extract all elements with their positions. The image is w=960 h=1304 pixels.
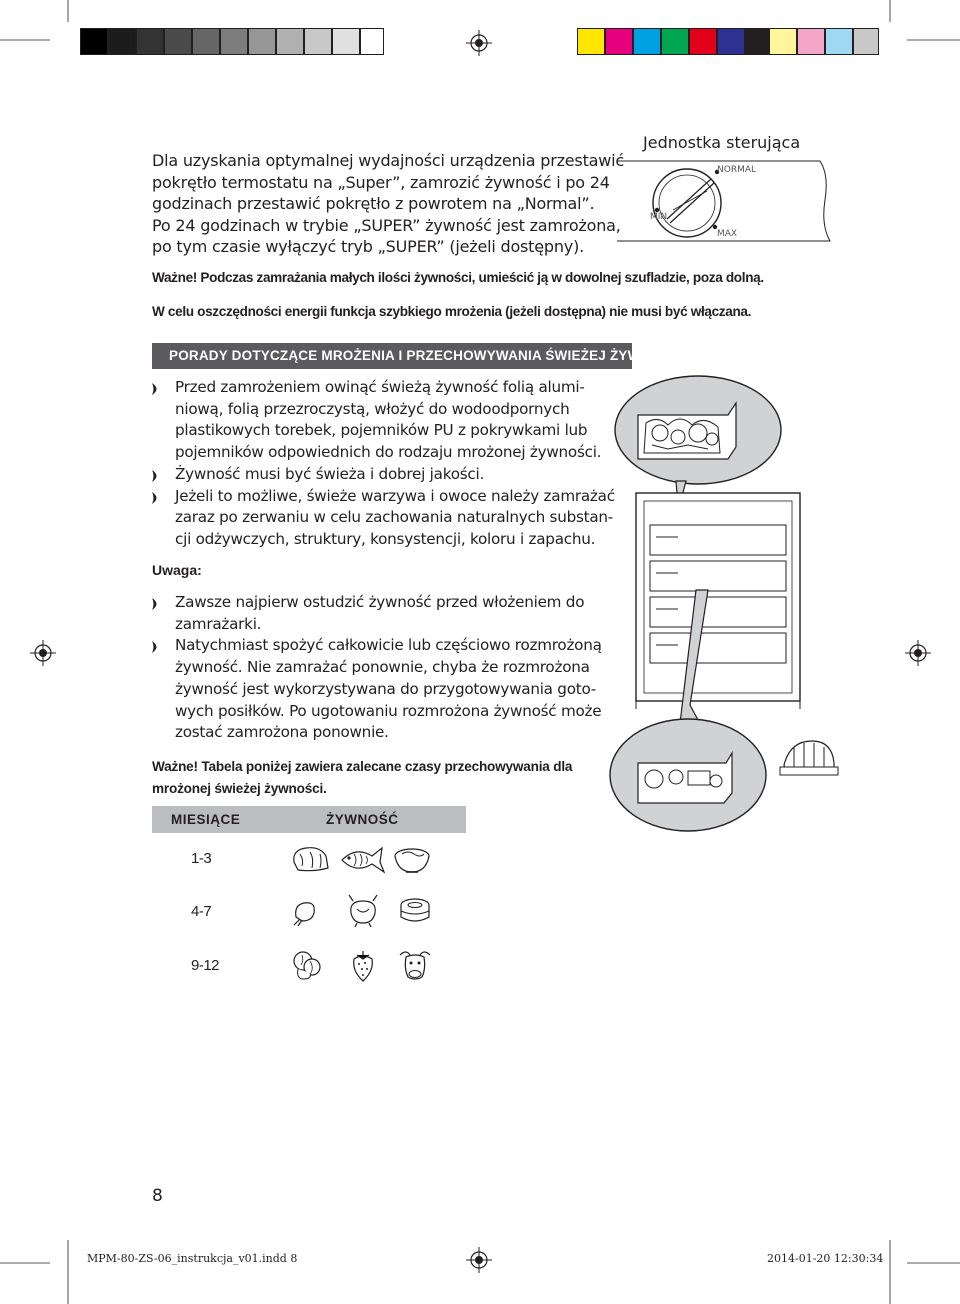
tips-list: [152, 377, 615, 551]
bullet-arrow-icon: [152, 470, 161, 482]
column-header-months: MIESIĄCE: [171, 812, 241, 827]
control-panel-title: Jednostka sterująca: [643, 133, 801, 152]
table-row-months: 9-12: [191, 957, 220, 974]
table-row-months: 1-3: [191, 850, 212, 867]
footer-timestamp: 2014-01-20 12:30:34: [767, 1252, 884, 1265]
important-note-1: Ważne! Podczas zamrażania małych ilości żywności, umieścić ją w dowolnej szufladzie, poza dolną.: [152, 270, 764, 285]
bullet-arrow-icon: [152, 641, 161, 653]
footer-filename: MPM-80-ZS-06_instrukcja_v01.indd 8: [87, 1252, 298, 1265]
important-note-3: Ważne! Tabela poniżej zawiera zalecane czasy przechowywania dla mrożonej świeżej żywności.: [152, 759, 573, 796]
freezer-illustration: [608, 375, 858, 845]
bullet-arrow-icon: [152, 598, 161, 610]
list-item: Natychmiast spożyć całkowicie lub częściowo rozmrożoną żywność. Nie zamrażać ponownie, chyba że rozmrożona żywność jest wykorzystywana do przygotowywania goto- wych posiłków. Po ugotowaniu rozmrożona żywność może zostać zamrożona ponownie.: [152, 635, 597, 744]
cow-icon: [396, 947, 434, 983]
list-item: Żywność musi być świeża i dobrej jakości.: [152, 464, 597, 486]
bullet-arrow-icon: [152, 492, 161, 504]
loaf-icon: [780, 741, 838, 775]
section-title-bar: [152, 343, 685, 369]
bread-icon: [290, 842, 332, 876]
strawberry-icon: [350, 949, 376, 983]
table-row-months: 4-7: [191, 903, 212, 920]
vegetables-icon: [290, 947, 324, 983]
important-note-2: W celu oszczędności energii funkcja szybkiego mrożenia (jeżeli dostępna) nie musi być włączana.: [152, 304, 752, 319]
list-item: Przed zamrożeniem owinąć świeżą żywność folią alumi- niową, folią przezroczystą, włożyć do wodoodpornych plastikowych torebek, pojemników PU z pokrywkami lub pojemników odpowiednich do rodzaju mrożonej żywności.: [152, 377, 597, 464]
dial-label-max: MAX: [717, 229, 738, 239]
bullet-arrow-icon: [152, 383, 161, 395]
cake-icon: [398, 895, 432, 927]
intro-line: pokrętło termostatu na „Super”, zamrozić żywność i po 24: [152, 172, 610, 192]
storage-table-header: [152, 806, 466, 833]
note-label: Uwaga:: [152, 562, 202, 578]
list-item: Zawsze najpierw ostudzić żywność przed włożeniem do zamrażarki.: [152, 592, 597, 635]
note-list: [152, 592, 602, 744]
whole-chicken-icon: [345, 893, 381, 929]
intro-line: Po 24 godzinach w trybie „SUPER” żywność jest zamrożona,: [152, 215, 621, 235]
fish-icon: [338, 842, 386, 876]
intro-line: godzinach przestawić pokrętło z powrotem na „Normal”.: [152, 194, 595, 213]
intro-line: Dla uzyskania optymalnej wydajności urządzenia przestawić: [152, 151, 624, 170]
dial-label-normal: NORMAL: [717, 165, 757, 175]
soup-bowl-icon: [392, 842, 432, 876]
page-number: 8: [152, 1186, 163, 1206]
column-header-food: ŻYWNOŚĆ: [326, 812, 399, 827]
intro-line: po tym czasie wyłączyć tryb „SUPER” (jeżeli dostępny).: [152, 237, 584, 256]
section-title: PORADY DOTYCZĄCE MROŻENIA I PRZECHOWYWANIA ŚWIEŻEJ ŻYWNOŚCI: [169, 348, 685, 363]
intro-paragraph: [152, 150, 624, 258]
chicken-leg-icon: [290, 895, 320, 927]
list-item: Jeżeli to możliwe, świeże warzywa i owoce należy zamrażać zaraz po zerwaniu w celu zachowania naturalnych substan- cji odżywczych, struktury, konsystencji, koloru i zapachu.: [152, 486, 597, 551]
dial-label-min: MIN: [650, 212, 668, 222]
